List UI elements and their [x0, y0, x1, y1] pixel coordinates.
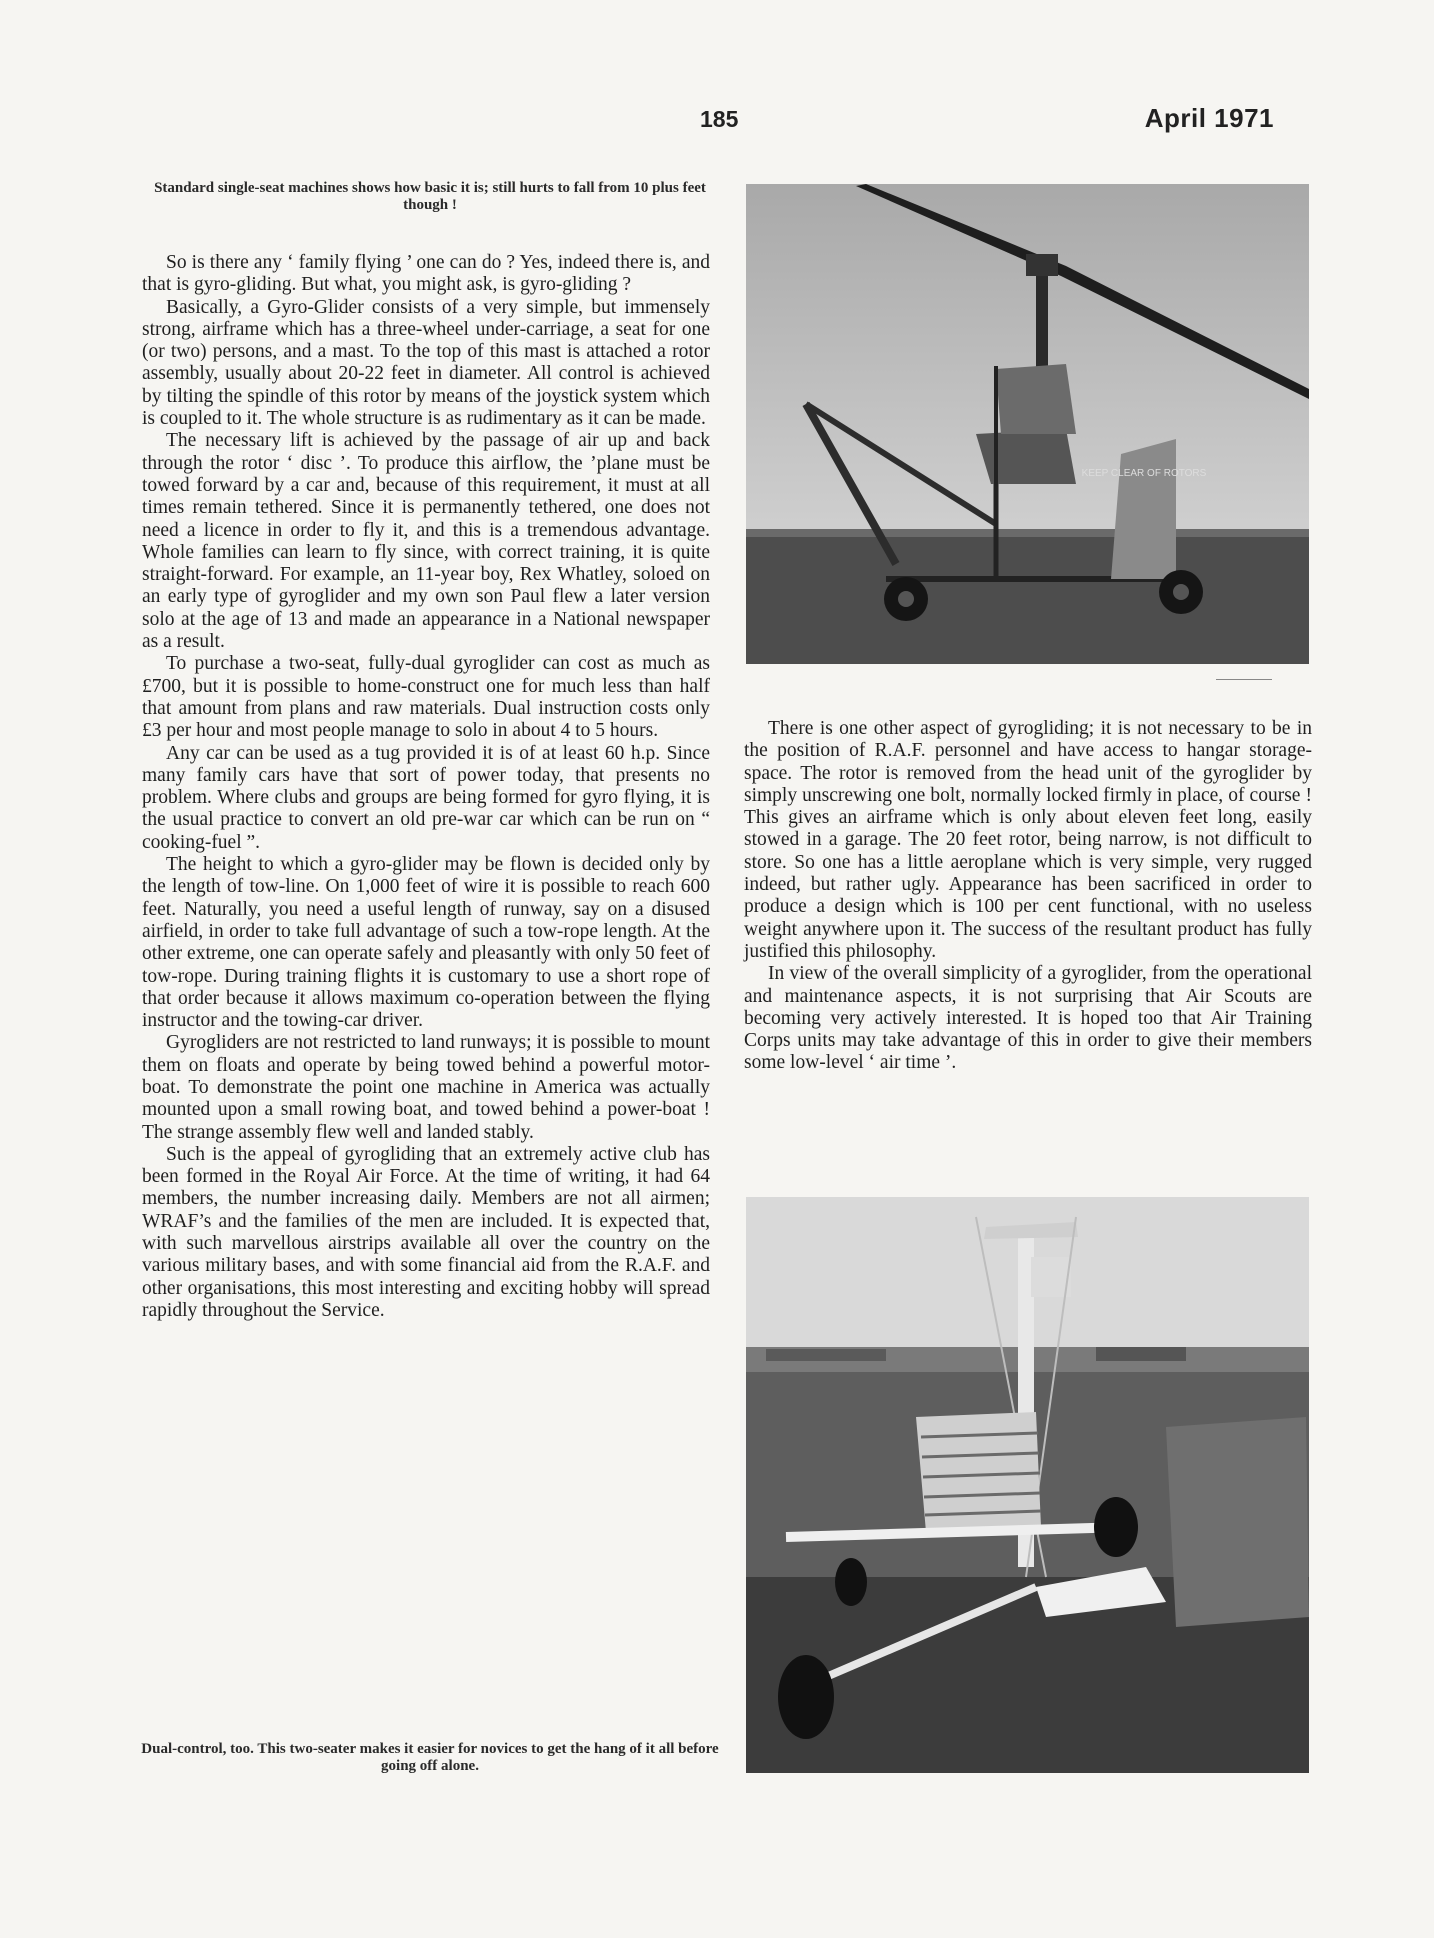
article-paragraph: Such is the appeal of gyrogliding that an extremely active club has been formed in the Royal Air Force. At the time of writing, it had 64 members, the number increasing daily. Members are not all airmen; WRAF’s and the families of the men are included. It is expected that, with such marvellous airstrips available all over the country on the various military bases, and with some financial aid from the R.A.F. and other organisations, this most interesting and exciting hobby will spread rapidly throughout the Service.: [142, 1143, 710, 1321]
article-paragraph: There is one other aspect of gyrogliding; it is not necessary to be in the position of R.A.F. personnel and have access to hangar storage-space. The rotor is removed from the head unit of the gyroglider by simply unscrewing one bolt, normally locked firmly in place, of course ! This gives an airframe which is only about eleven feet long, easily stowed in a garage. The 20 feet rotor, being narrow, is not difficult to store. So one has a little aeroplane which is very simple, very rugged indeed, but rather ugly. Appearance has been sacrificed in order to produce a design which is 100 per cent functional, with no useless weight anywhere upon it. The success of the resultant product has fully justified this philosophy.: [744, 718, 1312, 962]
two-seat-gyroglider-photo: [746, 1197, 1309, 1773]
issue-date: April 1971: [1144, 103, 1274, 133]
article-paragraph: The necessary lift is achieved by the passage of air up and back through the rotor ‘ disc ’. To produce this airflow, the ’plane must be towed forward by a car and, because of this requirement, it must at all times remain tethered. Since it is permanently tethered, one does not need a licence in order to fly it, and this is a tremendous advantage. Whole families can learn to fly since, with correct training, it is quite straight-forward. For example, an 11-year boy, Rex Whatley, soloed on an early type of gyroglider and my own son Paul flew a later version solo at the age of 13 and made an appearance in a National newspaper as a result.: [142, 430, 710, 653]
article-column-right: [744, 718, 1312, 1075]
article-paragraph: To purchase a two-seat, fully-dual gyroglider can cost as much as £700, but it is possible to home-construct one for much less than half that amount from plans and raw materials. Dual instruction costs only £3 per hour and most people manage to solo in about 4 to 5 hours.: [142, 653, 710, 742]
keep-clear-sign-text: KEEP CLEAR OF ROTORS: [1081, 468, 1207, 479]
article-paragraph: In view of the overall simplicity of a gyroglider, from the operational and maintenance aspects, it is not surprising that Air Scouts are becoming very actively interested. It is hoped too that Air Training Corps units may take advantage of this in order to give their members some low-level ‘ air time ’.: [744, 963, 1312, 1074]
article-paragraph: Basically, a Gyro-Glider consists of a very simple, but immensely strong, airframe which has a three-wheel under-carriage, a seat for one (or two) persons, and a mast. To the top of this mast is attached a rotor assembly, usually about 20-22 feet in diameter. All control is achieved by tilting the spindle of this rotor by means of the joystick system which is coupled to it. The whole structure is as rudimentary as it can be made.: [142, 296, 710, 430]
divider-rule: [1216, 679, 1272, 680]
photo-caption-bottom: Dual-control, too. This two-seater makes it easier for novices to get the hang of it all before going off alone.: [141, 1741, 719, 1774]
photo-caption-top: Standard single-seat machines shows how basic it is; still hurts to fall from 10 plus feet though !: [154, 180, 706, 213]
article-paragraph: The height to which a gyro-glider may be flown is decided only by the length of tow-line. On 1,000 feet of wire it is possible to reach 600 feet. Naturally, you need a useful length of runway, say on a disused airfield, in order to take full advantage of such a tow-rope length. At the other extreme, one can operate safely and pleasantly with only 50 feet of tow-rope. During training flights it is customary to use a short rope of that order because it allows maximum co-operation between the flying instructor and the towing-car driver.: [142, 854, 710, 1032]
page-number: 185: [700, 106, 739, 132]
article-paragraph: Any car can be used as a tug provided it is of at least 60 h.p. Since many family cars have that sort of power today, that presents no problem. Where clubs and groups are being formed for gyro flying, it is the usual practice to convert an old pre-war car which can be run on “ cooking-fuel ”.: [142, 742, 710, 853]
single-seat-gyroglider-photo: [746, 184, 1309, 664]
article-paragraph: So is there any ‘ family flying ’ one can do ? Yes, indeed there is, and that is gyro-gliding. But what, you might ask, is gyro-gliding ?: [142, 252, 710, 296]
article-column-left: [142, 252, 710, 1322]
article-paragraph: Gyrogliders are not restricted to land runways; it is possible to mount them on floats and operate by being towed behind a powerful motor-boat. To demonstrate the point one machine in America was actually mounted upon a small rowing boat, and towed behind a power-boat ! The strange assembly flew well and landed stably.: [142, 1032, 710, 1143]
